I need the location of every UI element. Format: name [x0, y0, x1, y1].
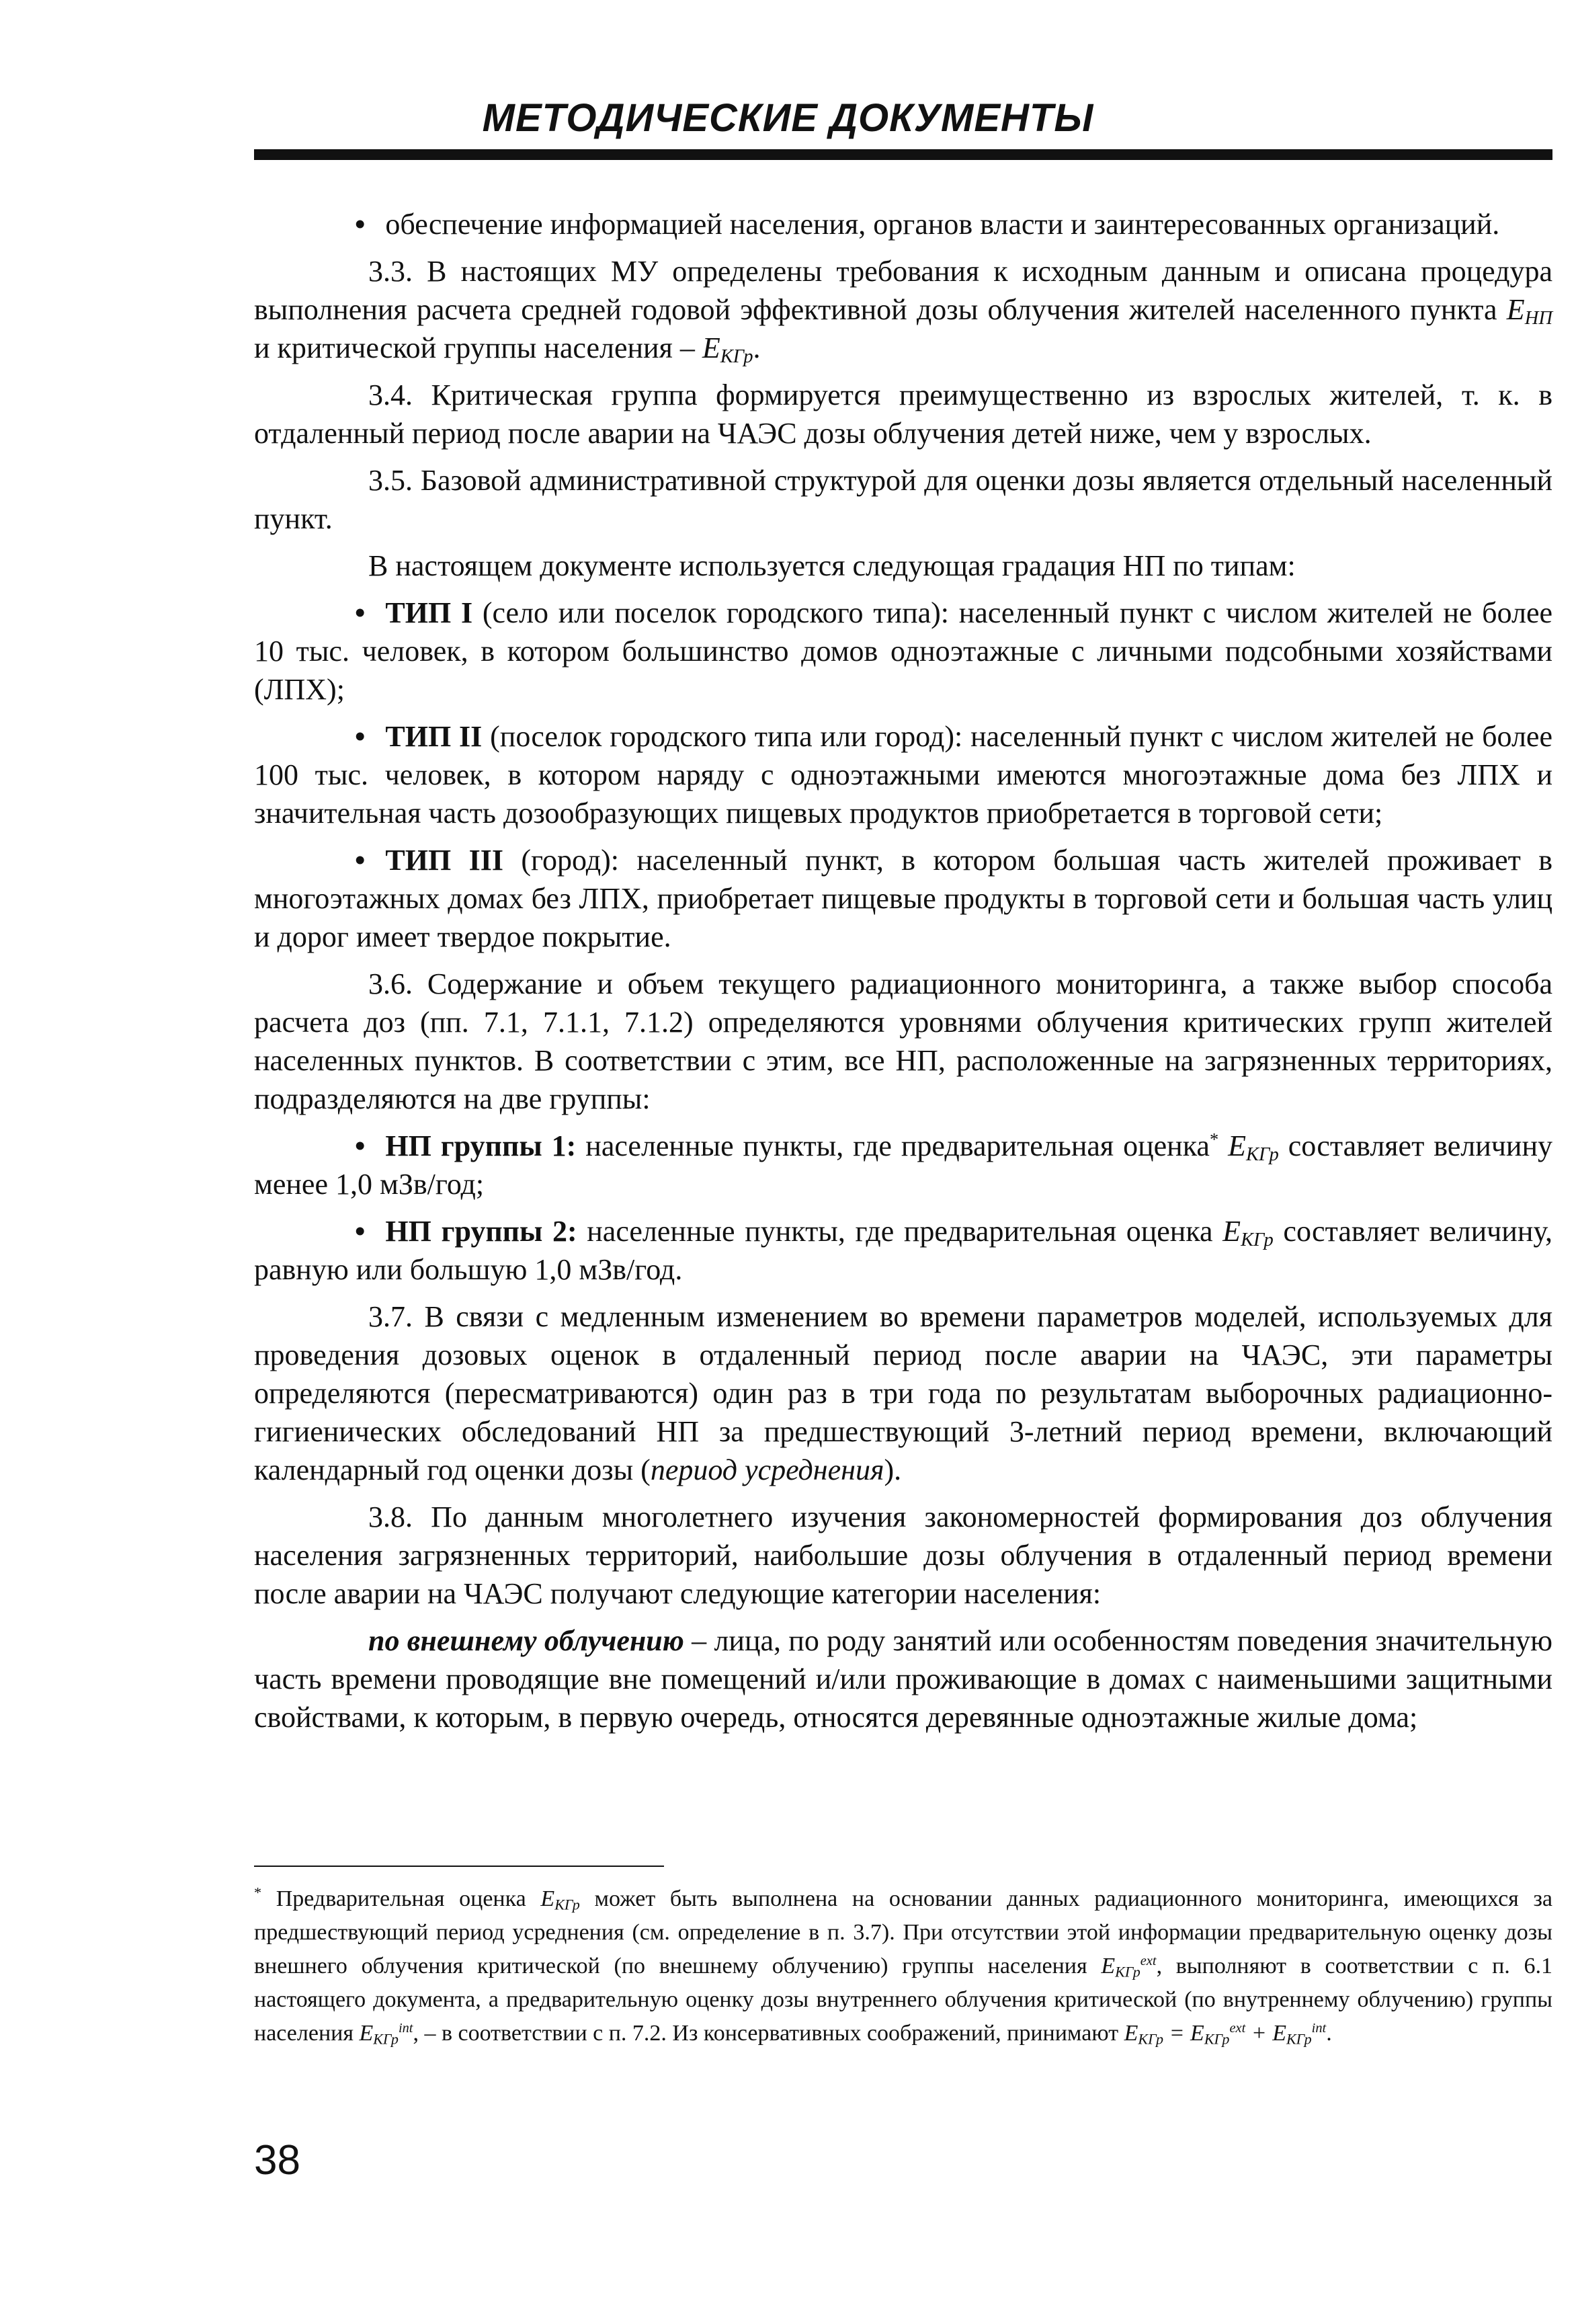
paragraph: 3.3. В настоящих МУ определены требования к исходным данным и описана процедура выполнения расчета средней годовой эффективной дозы облучения жителей населенного пункта $E_{НП}$ и критической группы населения – $E_{КГр}$. [254, 255, 1552, 368]
paragraph: 3.4. Критическая группа формируется преимущественно из взрослых жителей, т. к. в отдаленный период после аварии на ЧАЭС дозы облучения детей ниже, чем у взрослых. [254, 378, 1552, 450]
bullet-icon: • [355, 1215, 366, 1248]
body-text [254, 205, 1552, 1745]
running-header: МЕТОДИЧЕСКИЕ ДОКУМЕНТЫ [482, 96, 1094, 140]
paragraph: по внешнему облучению – лица, по роду занятий или особенностям поведения значительную часть времени проводящие вне помещений и/или проживающие в домах с наименьшими защитными свойствами, к которым, в первую очередь, относятся деревянные одноэтажные жилые дома; [254, 1624, 1552, 1734]
symbol: $E_{КГр}$ [540, 1886, 580, 1913]
bullet-icon: • [355, 844, 366, 877]
bullet-icon: • [355, 596, 366, 629]
paragraph: 3.8. По данным многолетнего изучения закономерностей формирования доз облучения населения загрязненных территорий, наибольшие дозы облучения в отдаленный период времени после аварии на ЧАЭС получают следующие категории населения: [254, 1500, 1552, 1610]
symbol: $E_{КГр}$ [1222, 1215, 1274, 1251]
symbol: $E_{КГр}^{ext}$ [1101, 1953, 1157, 1980]
footnote-text: * Предварительная оценка $E_{КГр}$ может быть выполнена на основании данных радиационного мониторинга, имеющихся за предшествующий период усреднения (см. определение в п. 3.7). При отсутствии этой информации предварительную оценку дозы внешнего облучения критической (по внешнему облучению) группы населения $E_{КГр}^{ext}$, выполняют в соответствии с п. 6.1 настоящего документа, а предварительную оценку дозы внутреннего облучения критической (по внутреннему облучению) группы населения $E_{КГр}^{int}$, – в соответствии с п. 7.2. Из консервативных соображений, принимают $E_{КГр} = E_{КГр}^{ext} + E_{КГр}^{int}$. [254, 1884, 1552, 2048]
list-item: • ТИП II (поселок городского типа или город): населенный пункт с числом жителей не более 100 тыс. человек, в котором наряду с одноэтажными имеются многоэтажные дома без ЛПХ и значительная часть дозообразующих пищевых продуктов приобретается в торговой сети; [254, 720, 1552, 830]
header-rule [254, 149, 1552, 160]
symbol: $E_{КГр}$ [1228, 1129, 1279, 1166]
paragraph: 3.6. Содержание и объем текущего радиационного мониторинга, а также выбор способа расчета доз (пп. 7.1, 7.1.1, 7.1.2) определяются уровнями облучения критических групп жителей населенных пунктов. В соответствии с этим, все НП, расположенные на загрязненных территориях, подразделяются на две группы: [254, 967, 1552, 1115]
bullet-icon: • [355, 720, 366, 753]
footnote [254, 1882, 1552, 2054]
list-item: • ТИП I (село или поселок городского типа): населенный пункт с числом жителей не более 10 тыс. человек, в котором большинство домов одноэтажные с личными подсобными хозяйствами (ЛПХ); [254, 596, 1552, 706]
formula: $E_{КГр} = E_{КГр}^{ext} + E_{КГр}^{int}$ [1124, 2020, 1327, 2048]
paragraph: В настоящем документе используется следующая градация НП по типам: [368, 549, 1296, 582]
symbol: $E_{КГр}$ [702, 331, 753, 368]
paragraph: • обеспечение информацией населения, органов власти и заинтересованных организаций. [355, 208, 1500, 241]
paragraph: 3.7. В связи с медленным изменением во времени параметров моделей, используемых для проведения дозовых оценок в отдаленный период после аварии на ЧАЭС, эти параметры определяются (пересматриваются) один раз в три года по результатам выборочных радиационно-гигиенических обследований НП за предшествующий 3-летний период времени, включающий календарный год оценки дозы (период усреднения). [254, 1300, 1552, 1486]
list-item: • НП группы 1: населенные пункты, где предварительная оценка* $E_{КГр}$ составляет величину менее 1,0 мЗв/год; [254, 1129, 1553, 1201]
paragraph: 3.5. Базовой административной структурой для оценки дозы является отдельный населенный пункт. [254, 464, 1552, 535]
list-item: • ТИП III (город): населенный пункт, в котором большая часть жителей проживает в многоэтажных домах без ЛПХ, приобретает пищевые продукты в торговой сети и большая часть улиц и дорог имеет твердое покрытие. [254, 844, 1552, 953]
bullet-icon: • [355, 1129, 366, 1162]
page-number: 38 [254, 2137, 300, 2183]
list-item: • НП группы 2: населенные пункты, где предварительная оценка $E_{КГр}$ составляет величину, равную или большую 1,0 мЗв/год. [254, 1215, 1552, 1286]
symbol: $E_{КГр}^{int}$ [359, 2020, 413, 2048]
footnote-rule [254, 1866, 664, 1867]
bullet-icon: • [355, 208, 366, 241]
footnote-marker: * [254, 1884, 262, 1901]
symbol: $E_{НП}$ [1506, 293, 1552, 329]
footnote-marker: * [1209, 1129, 1219, 1150]
